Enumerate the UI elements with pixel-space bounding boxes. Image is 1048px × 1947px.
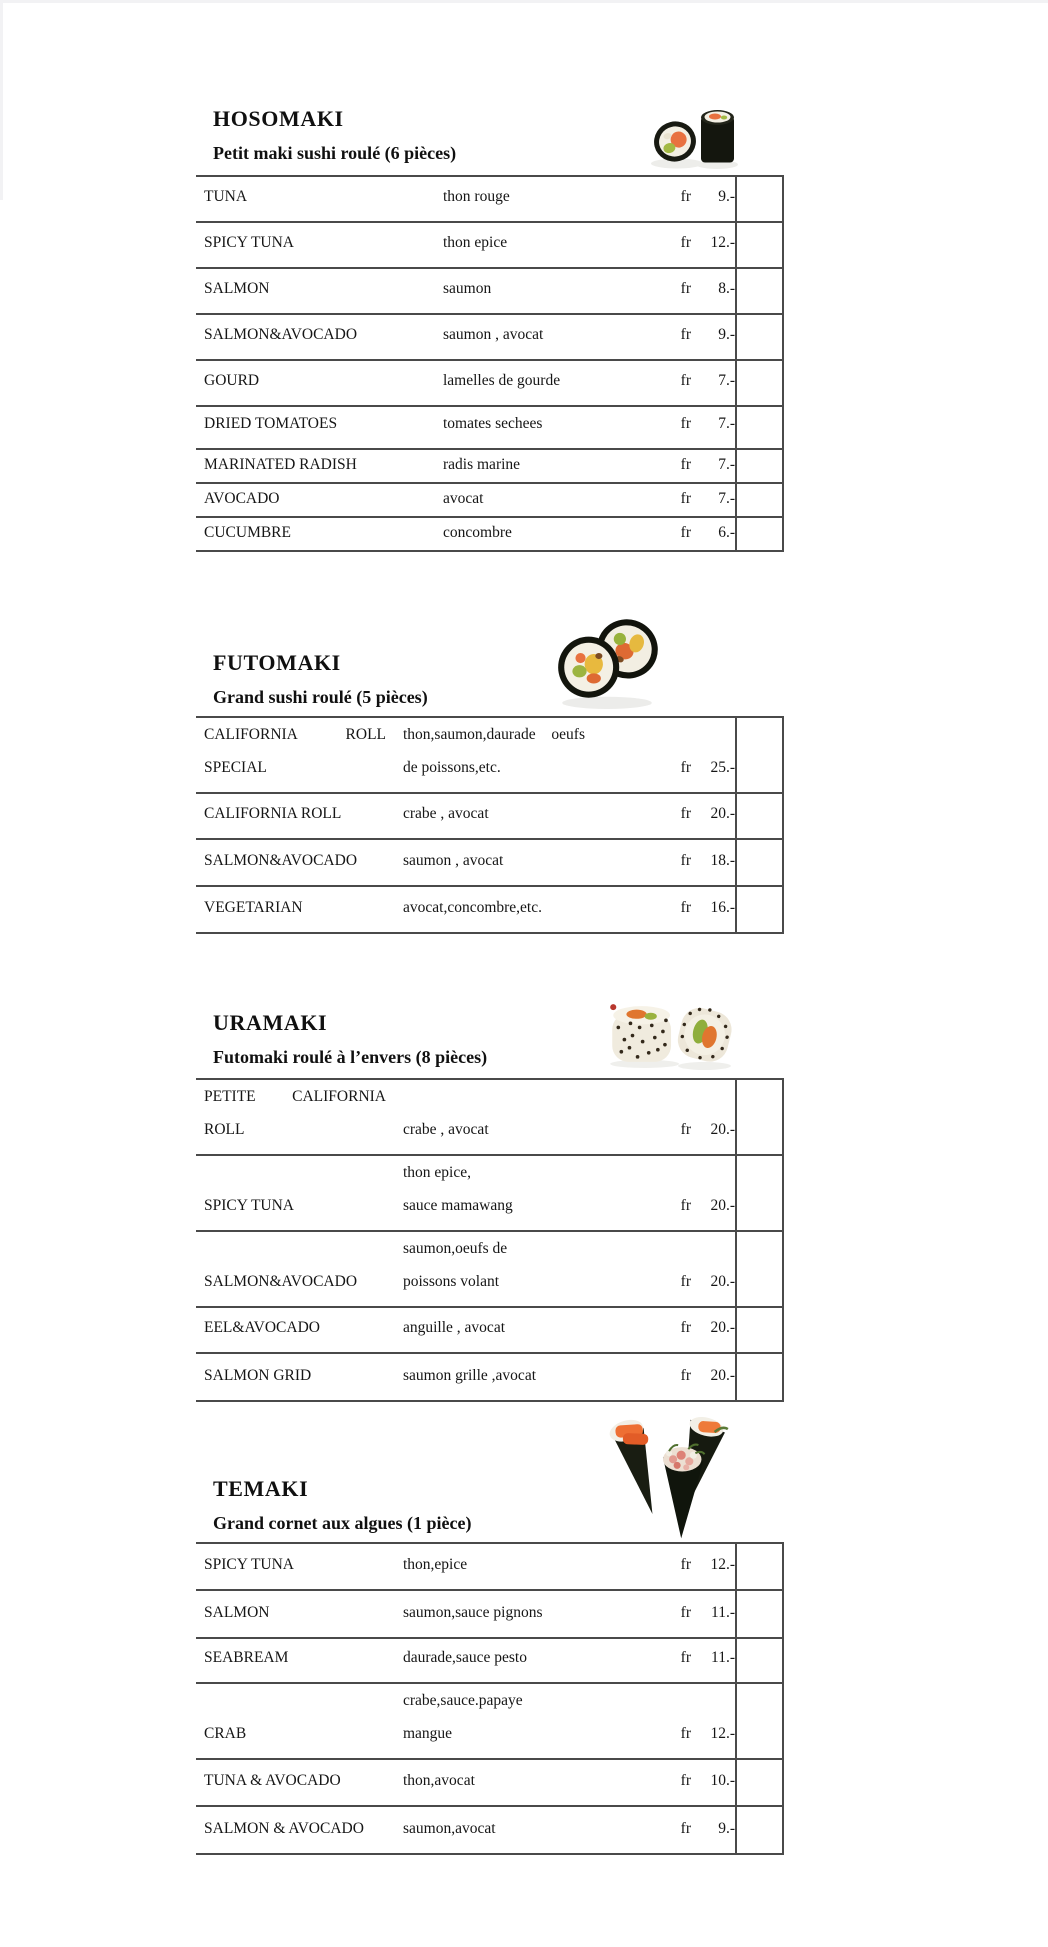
currency-label: fr <box>680 326 691 343</box>
price-amount: 12.- <box>710 234 735 251</box>
price-amount: 6.- <box>718 524 735 541</box>
currency-label: fr <box>680 805 691 822</box>
item-name-line: SALMON <box>204 1604 270 1621</box>
price-amount: 8.- <box>718 280 735 297</box>
item-price-cell <box>640 793 736 839</box>
item-desc-line: thon epice, <box>403 1164 472 1181</box>
menu-table-futomaki <box>196 716 784 934</box>
item-price <box>648 1764 735 1797</box>
section-subtitle-hosomaki: Petit maki sushi roulé (6 pièces) <box>213 143 457 163</box>
item-name-word: ROLL <box>345 726 386 743</box>
menu-row <box>196 1353 783 1401</box>
item-price <box>648 226 735 259</box>
price-amount: 7.- <box>718 490 735 507</box>
currency-label: fr <box>680 1273 691 1290</box>
item-name-line <box>204 1080 386 1113</box>
item-desc-cell <box>395 1543 640 1590</box>
item-price <box>648 318 735 351</box>
item-desc-cell <box>435 449 640 483</box>
item-desc-line: tomates sechees <box>443 415 543 432</box>
item-desc-line: anguille , avocat <box>403 1319 505 1336</box>
item-price-cell <box>640 360 736 406</box>
item-desc-line: saumon,sauce pignons <box>403 1604 543 1621</box>
item-name-line: CALIFORNIA ROLL <box>204 805 342 822</box>
price-amount: 7.- <box>718 372 735 389</box>
item-desc-line: saumon,avocat <box>403 1820 496 1837</box>
item-name-word: CALIFORNIA <box>204 726 298 743</box>
item-name-cell <box>196 1806 395 1854</box>
item-desc-line: saumon grille ,avocat <box>403 1367 536 1384</box>
empty-column-cell <box>736 222 783 268</box>
empty-column-cell <box>736 839 783 886</box>
item-desc-cell <box>395 1806 640 1854</box>
item-desc-line: radis marine <box>443 456 521 473</box>
price-amount: 20.- <box>710 1121 735 1138</box>
item-price <box>648 407 735 440</box>
item-name-line: CRAB <box>204 1725 247 1742</box>
item-price-cell <box>640 1307 736 1353</box>
price-amount: 20.- <box>710 1319 735 1336</box>
item-name-cell <box>196 717 395 793</box>
price-amount: 20.- <box>710 1273 735 1290</box>
item-price <box>648 1265 735 1298</box>
empty-column-cell <box>736 793 783 839</box>
uramaki-inside-out-rolls-photo <box>604 997 734 1070</box>
hosomaki-maki-rolls-photo <box>645 99 745 174</box>
item-price <box>648 1717 735 1750</box>
currency-label: fr <box>680 899 691 916</box>
item-price <box>648 1189 735 1222</box>
currency-label: fr <box>680 759 691 776</box>
item-name-cell <box>196 1307 395 1353</box>
price-amount: 25.- <box>710 759 735 776</box>
item-desc-cell <box>395 1638 640 1683</box>
menu-row <box>196 1079 783 1155</box>
menu-row <box>196 717 783 793</box>
item-name-line: VEGETARIAN <box>204 899 303 916</box>
item-name-line <box>204 718 386 751</box>
item-desc-cell <box>395 839 640 886</box>
currency-label: fr <box>680 1725 691 1742</box>
menu-row <box>196 406 783 449</box>
item-desc-line: crabe,sauce.papaye <box>403 1692 523 1709</box>
item-desc-cell <box>435 176 640 222</box>
item-desc-cell <box>435 483 640 517</box>
item-price-cell <box>640 222 736 268</box>
item-name-line: SPECIAL <box>204 759 267 776</box>
currency-label: fr <box>680 415 691 432</box>
section-title-hosomaki: HOSOMAKI <box>213 106 344 131</box>
item-name-cell <box>196 1683 395 1759</box>
item-price-cell <box>640 717 736 793</box>
item-desc-cell <box>395 1759 640 1806</box>
menu-row <box>196 483 783 517</box>
empty-column-cell <box>736 483 783 517</box>
item-price-cell <box>640 1638 736 1683</box>
item-name-line: SALMON&AVOCADO <box>204 852 358 869</box>
currency-label: fr <box>680 1121 691 1138</box>
empty-column-cell <box>736 717 783 793</box>
price-amount: 9.- <box>718 1820 735 1837</box>
menu-row <box>196 314 783 360</box>
menu-row <box>196 1683 783 1759</box>
price-amount: 10.- <box>710 1772 735 1789</box>
item-name-line: TUNA <box>204 188 248 205</box>
item-desc-line: poissons volant <box>403 1273 500 1290</box>
menu-row <box>196 1543 783 1590</box>
item-price <box>648 751 735 784</box>
currency-label: fr <box>680 280 691 297</box>
item-desc-cell <box>435 222 640 268</box>
item-desc-cell <box>395 717 640 793</box>
item-name-cell <box>196 1353 395 1401</box>
currency-label: fr <box>680 1604 691 1621</box>
item-price-cell <box>640 1759 736 1806</box>
item-desc-cell <box>435 268 640 314</box>
item-price-cell <box>640 1543 736 1590</box>
item-price-cell <box>640 1806 736 1854</box>
currency-label: fr <box>680 1649 691 1666</box>
currency-label: fr <box>680 188 691 205</box>
item-price-cell <box>640 176 736 222</box>
item-price <box>648 1812 735 1845</box>
price-amount: 20.- <box>710 1197 735 1214</box>
item-price-cell <box>640 839 736 886</box>
item-price <box>648 486 735 511</box>
item-name-line: MARINATED RADISH <box>204 456 357 473</box>
item-price-cell <box>640 886 736 933</box>
item-name-line: CUCUMBRE <box>204 524 291 541</box>
item-name-cell <box>196 793 395 839</box>
section-title-futomaki: FUTOMAKI <box>213 650 341 675</box>
item-name-line: DRIED TOMATOES <box>204 415 338 432</box>
item-price-cell <box>640 483 736 517</box>
item-name-cell <box>196 1155 395 1231</box>
empty-column-cell <box>736 1353 783 1401</box>
empty-column-cell <box>736 1683 783 1759</box>
item-desc-line: saumon,oeufs de <box>403 1240 508 1257</box>
item-desc-line <box>403 718 585 751</box>
item-name-line: SALMON&AVOCADO <box>204 1273 358 1290</box>
item-price <box>648 1359 735 1392</box>
item-desc-cell <box>395 1079 640 1155</box>
item-name-cell <box>196 406 435 449</box>
item-name-cell <box>196 1231 395 1307</box>
price-amount: 9.- <box>718 188 735 205</box>
empty-column-cell <box>736 886 783 933</box>
item-price <box>648 1113 735 1146</box>
item-desc-line: lamelles de gourde <box>443 372 561 389</box>
item-name-line: SALMON&AVOCADO <box>204 326 358 343</box>
item-name-line: SPICY TUNA <box>204 1556 295 1573</box>
menu-row <box>196 1307 783 1353</box>
price-amount: 12.- <box>710 1725 735 1742</box>
price-amount: 7.- <box>718 456 735 473</box>
currency-label: fr <box>680 372 691 389</box>
empty-column-cell <box>736 1759 783 1806</box>
item-desc-cell <box>395 1683 640 1759</box>
currency-label: fr <box>680 234 691 251</box>
currency-label: fr <box>680 490 691 507</box>
item-name-word: CALIFORNIA <box>292 1088 386 1105</box>
item-desc-cell <box>395 1231 640 1307</box>
item-name-cell <box>196 1638 395 1683</box>
item-price-cell <box>640 1353 736 1401</box>
item-desc-line: crabe , avocat <box>403 805 489 822</box>
currency-label: fr <box>680 524 691 541</box>
item-desc-line: crabe , avocat <box>403 1121 489 1138</box>
currency-label: fr <box>680 456 691 473</box>
item-desc-line: saumon <box>443 280 492 297</box>
empty-column-cell <box>736 176 783 222</box>
item-price <box>648 1311 735 1344</box>
item-desc-cell <box>395 1353 640 1401</box>
item-desc-line: avocat <box>443 490 484 507</box>
menu-table-temaki <box>196 1542 784 1855</box>
item-desc-cell <box>435 406 640 449</box>
item-price <box>648 272 735 305</box>
item-price-cell <box>640 1155 736 1231</box>
menu-row <box>196 360 783 406</box>
menu-table-hosomaki <box>196 175 784 552</box>
currency-label: fr <box>680 1367 691 1384</box>
currency-label: fr <box>680 1197 691 1214</box>
item-name-line: SALMON & AVOCADO <box>204 1820 364 1837</box>
item-price-cell <box>640 268 736 314</box>
item-name-cell <box>196 1543 395 1590</box>
item-desc-word: thon,saumon,daurade <box>403 726 536 743</box>
item-desc-cell <box>395 886 640 933</box>
empty-column-cell <box>736 1590 783 1638</box>
item-price <box>648 1596 735 1629</box>
menu-row <box>196 886 783 933</box>
menu-row <box>196 1590 783 1638</box>
item-desc-line: de poissons,etc. <box>403 759 501 776</box>
item-price-cell <box>640 314 736 360</box>
currency-label: fr <box>680 1820 691 1837</box>
item-name-cell <box>196 1590 395 1638</box>
empty-column-cell <box>736 449 783 483</box>
item-desc-line: thon,epice <box>403 1556 468 1573</box>
item-desc-line: thon,avocat <box>403 1772 475 1789</box>
menu-row <box>196 268 783 314</box>
currency-label: fr <box>680 1772 691 1789</box>
menu-row <box>196 1759 783 1806</box>
menu-row <box>196 517 783 551</box>
item-price <box>648 1548 735 1581</box>
item-price-cell <box>640 1231 736 1307</box>
item-name-word: PETITE <box>204 1088 256 1105</box>
item-name-line: SPICY TUNA <box>204 234 295 251</box>
futomaki-maki-rolls-photo <box>552 598 662 712</box>
empty-column-cell <box>736 360 783 406</box>
item-name-cell <box>196 176 435 222</box>
item-desc-cell <box>395 1155 640 1231</box>
section-subtitle-temaki: Grand cornet aux algues (1 pièce) <box>213 1513 472 1533</box>
empty-column-cell <box>736 1079 783 1155</box>
item-price <box>648 520 735 545</box>
page-edge-left <box>0 0 3 200</box>
item-price <box>648 1641 735 1674</box>
item-name-cell <box>196 449 435 483</box>
price-amount: 20.- <box>710 1367 735 1384</box>
currency-label: fr <box>680 852 691 869</box>
menu-row <box>196 222 783 268</box>
item-name-cell <box>196 360 435 406</box>
item-price-cell <box>640 1079 736 1155</box>
temaki-hand-cones-photo <box>592 1408 742 1543</box>
item-desc-cell <box>435 517 640 551</box>
currency-label: fr <box>680 1556 691 1573</box>
section-subtitle-uramaki: Futomaki roulé à l’envers (8 pièces) <box>213 1047 488 1067</box>
item-price-cell <box>640 406 736 449</box>
item-name-line: SEABREAM <box>204 1649 289 1666</box>
item-name-line: SALMON GRID <box>204 1367 312 1384</box>
page-edge-top <box>0 0 1048 3</box>
item-price-cell <box>640 449 736 483</box>
item-price <box>648 364 735 397</box>
menu-row <box>196 449 783 483</box>
item-desc-cell <box>395 1307 640 1353</box>
item-desc-word: oeufs <box>551 726 585 743</box>
item-desc-line: avocat,concombre,etc. <box>403 899 542 916</box>
item-desc-line: saumon , avocat <box>443 326 544 343</box>
price-amount: 12.- <box>710 1556 735 1573</box>
item-name-line: ROLL <box>204 1121 245 1138</box>
item-name-cell <box>196 1079 395 1155</box>
item-name-line: AVOCADO <box>204 490 280 507</box>
item-price <box>648 797 735 830</box>
empty-column-cell <box>736 1638 783 1683</box>
item-name-cell <box>196 222 435 268</box>
menu-row <box>196 1638 783 1683</box>
item-desc-cell <box>395 1590 640 1638</box>
item-desc-line: sauce mamawang <box>403 1197 513 1214</box>
empty-column-cell <box>736 314 783 360</box>
item-desc-cell <box>395 793 640 839</box>
item-desc-cell <box>435 314 640 360</box>
empty-column-cell <box>736 1543 783 1590</box>
item-name-cell <box>196 314 435 360</box>
item-name-cell <box>196 517 435 551</box>
menu-row <box>196 793 783 839</box>
item-name-line: SALMON <box>204 280 270 297</box>
item-name-cell <box>196 483 435 517</box>
price-amount: 18.- <box>710 852 735 869</box>
menu-row <box>196 839 783 886</box>
item-name-line: GOURD <box>204 372 260 389</box>
item-name-line: EEL&AVOCADO <box>204 1319 320 1336</box>
menu-row <box>196 1806 783 1854</box>
item-desc-line: saumon , avocat <box>403 852 504 869</box>
item-price <box>648 452 735 477</box>
item-price <box>648 844 735 877</box>
item-desc-line: daurade,sauce pesto <box>403 1649 527 1666</box>
item-name-line: TUNA & AVOCADO <box>204 1772 341 1789</box>
item-desc-line: concombre <box>443 524 512 541</box>
section-title-temaki: TEMAKI <box>213 1476 309 1501</box>
section-subtitle-futomaki: Grand sushi roulé (5 pièces) <box>213 687 428 707</box>
item-price <box>648 180 735 213</box>
item-desc-line: thon epice <box>443 234 508 251</box>
item-price <box>648 891 735 924</box>
item-desc-cell <box>435 360 640 406</box>
item-price-cell <box>640 517 736 551</box>
empty-column-cell <box>736 1806 783 1854</box>
price-amount: 7.- <box>718 415 735 432</box>
empty-column-cell <box>736 406 783 449</box>
item-desc-line: thon rouge <box>443 188 510 205</box>
price-amount: 11.- <box>711 1604 735 1621</box>
item-name-cell <box>196 268 435 314</box>
empty-column-cell <box>736 1155 783 1231</box>
item-name-cell <box>196 1759 395 1806</box>
item-desc-line: mangue <box>403 1725 453 1742</box>
menu-row <box>196 1231 783 1307</box>
section-title-uramaki: URAMAKI <box>213 1010 328 1035</box>
empty-column-cell <box>736 268 783 314</box>
price-amount: 11.- <box>711 1649 735 1666</box>
item-price-cell <box>640 1683 736 1759</box>
empty-column-cell <box>736 1231 783 1307</box>
item-name-cell <box>196 886 395 933</box>
empty-column-cell <box>736 1307 783 1353</box>
item-name-cell <box>196 839 395 886</box>
currency-label: fr <box>680 1319 691 1336</box>
price-amount: 16.- <box>710 899 735 916</box>
menu-row <box>196 176 783 222</box>
item-name-line: SPICY TUNA <box>204 1197 295 1214</box>
menu-row <box>196 1155 783 1231</box>
empty-column-cell <box>736 517 783 551</box>
menu-table-uramaki <box>196 1078 784 1402</box>
price-amount: 20.- <box>710 805 735 822</box>
item-price-cell <box>640 1590 736 1638</box>
price-amount: 9.- <box>718 326 735 343</box>
